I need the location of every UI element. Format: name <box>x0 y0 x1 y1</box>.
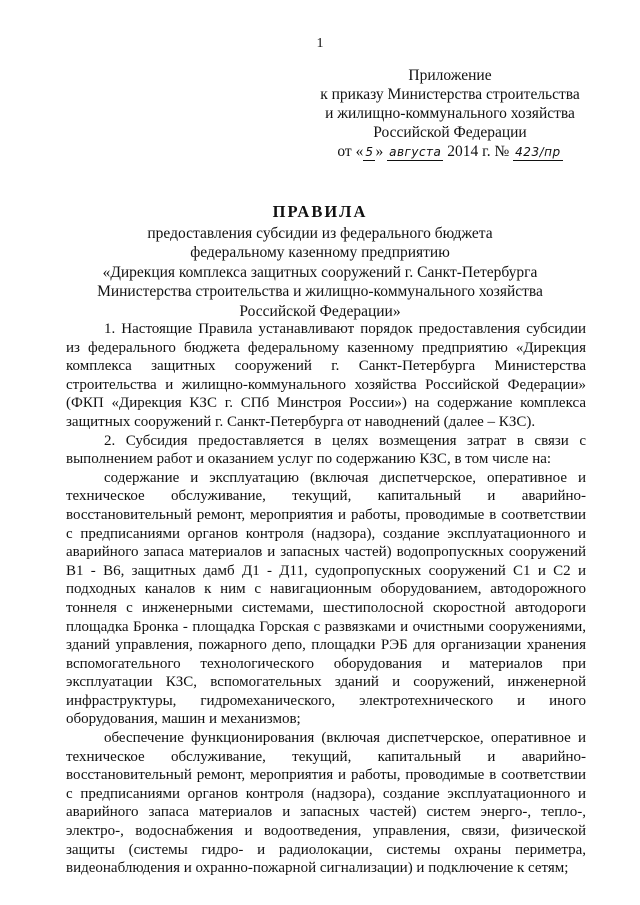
document-title <box>50 202 590 321</box>
date-year: 2014 г. № <box>447 143 510 160</box>
paragraph-2: 2. Субсидия предоставляется в целях возмещения затрат в связи с выполнением работ и оказанием услуг по содержанию КЗС, в том числе на: <box>66 432 586 468</box>
title-line: федеральному казенному предприятию <box>190 244 450 261</box>
order-number: 423/пр <box>515 145 561 159</box>
date-prefix: от « <box>337 143 364 160</box>
page-number: 1 <box>316 36 324 51</box>
appendix-order-line: к приказу Министерства строительства <box>320 86 580 103</box>
date-month: августа <box>389 145 442 159</box>
title-line: «Дирекция комплекса защитных сооружений г. Санкт-Петербурга <box>102 263 538 281</box>
date-day: 5 <box>365 145 374 159</box>
appendix-header <box>300 66 600 161</box>
paragraph-maintenance: содержание и эксплуатацию (включая диспетчерское, оперативное и техническое обслуживание, текущий, капитальный и аварийно-восстановительный ремонт, мероприятия и работы, проводимые в соответствии с предписаниями органов контроля (надзора), создание эксплуатационного и аварийного запаса материалов и запасных частей) водопропускных сооружений В1 - В6, защитных дамб Д1 - Д11, судопропускных сооружений С1 и С2 и подходных каналов к ним с навигационным оборудованием, автодорожного тоннеля с инженерными системами, шестиполосной скоростной автодороги площадка Бронка - площадка Горская с развязками и очистными сооружениями, зданий управления, пожарного депо, площадки РЭБ для организации хранения вспомогательного технологического оборудования и материалов при эксплуатации КЗС, вспомогательных зданий и сооружений, инженерной инфраструктуры, гидромеханического, электротехнического и иного оборудования, машин и механизмов; <box>66 469 586 728</box>
title-line: Российской Федерации» <box>239 302 401 320</box>
title-line: Министерства строительства и жилищно-коммунального хозяйства <box>97 283 543 300</box>
appendix-date-line <box>300 142 600 161</box>
title-heading: ПРАВИЛА <box>272 202 368 221</box>
appendix-country-line: Российской Федерации <box>373 124 527 141</box>
document-body <box>66 320 586 878</box>
paragraph-operation: обеспечение функционирования (включая диспетчерское, оперативное и техническое обслуживание, текущий, капитальный и аварийно-восстановительный ремонт, мероприятия и работы, проводимые в соответствии с предписаниями органов контроля (надзора), создание эксплуатационного и аварийного запаса материалов и запасных частей) систем энерго-, тепло-, электро-, водоснабжения и водоотведения, управления, связи, физической защиты (системы гидро- и радиолокации, системы охраны периметра, видеонаблюдения и охранно-пожарной сигнализации) и подключение к сетям; <box>66 730 586 877</box>
date-mid: » <box>375 143 384 160</box>
appendix-ministry-line: и жилищно-коммунального хозяйства <box>325 105 575 122</box>
appendix-label: Приложение <box>408 67 492 84</box>
title-line: предоставления субсидии из федерального бюджета <box>147 224 493 242</box>
paragraph-1: 1. Настоящие Правила устанавливают порядок предоставления субсидии из федерального бюджета федеральному казенному предприятию «Дирекция комплекса защитных сооружений г. Санкт-Петербурга Министерства строительства и жилищно-коммунального хозяйства Российской Федерации» (ФКП «Дирекция КЗС г. СПб Минстроя России») на содержание комплекса защитных сооружений г. Санкт-Петербурга от наводнений (далее – КЗС). <box>66 321 586 430</box>
